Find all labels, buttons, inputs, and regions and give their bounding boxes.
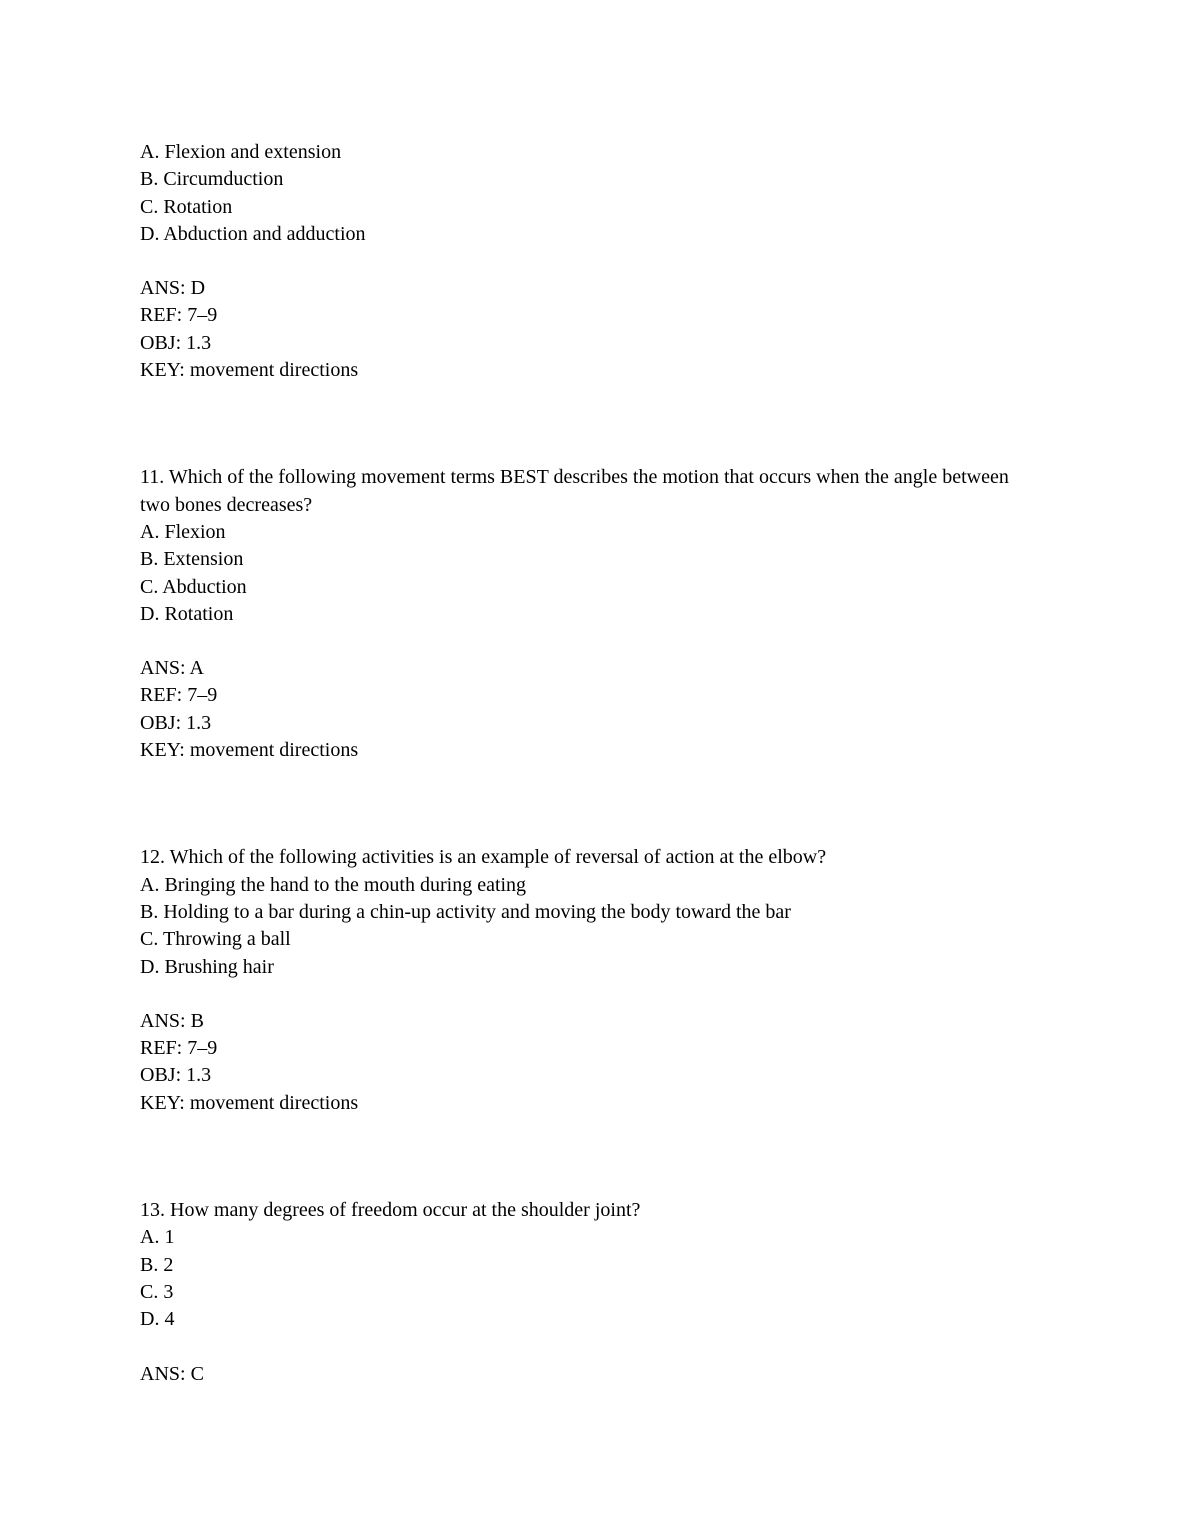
answer-line: ANS: D xyxy=(140,277,206,300)
question-stem: 12. Which of the following activities is an example of reversal of action at the elbow? xyxy=(140,846,827,869)
answer-line: ANS: B xyxy=(140,1009,204,1032)
objective-line: OBJ: 1.3 xyxy=(140,331,212,354)
question-stem: 13. How many degrees of freedom occur at the shoulder joint? xyxy=(140,1199,641,1222)
answer-option: C. Throwing a ball xyxy=(140,928,291,951)
answer-option: B. Extension xyxy=(140,548,244,571)
key-line: KEY: movement directions xyxy=(140,359,359,382)
answer-line: ANS: A xyxy=(140,657,204,680)
answer-line: ANS: C xyxy=(140,1362,204,1385)
answer-option: A. Flexion and extension xyxy=(140,141,342,163)
objective-line: OBJ: 1.3 xyxy=(140,1064,212,1087)
reference-line: REF: 7–9 xyxy=(140,684,218,707)
question-fragment-answer-block xyxy=(140,275,1020,384)
answer-option: B. Circumduction xyxy=(140,168,284,191)
question-12-answer-block xyxy=(140,1008,1020,1117)
answer-option: D. 4 xyxy=(140,1308,175,1331)
answer-option: B. Holding to a bar during a chin-up activity and moving the body toward the bar xyxy=(140,900,791,923)
document-text xyxy=(140,139,1020,1388)
answer-option: A. Flexion xyxy=(140,520,226,543)
objective-line: OBJ: 1.3 xyxy=(140,711,212,734)
answer-option: A. Bringing the hand to the mouth during eating xyxy=(140,873,527,896)
reference-line: REF: 7–9 xyxy=(140,1037,218,1060)
reference-line: REF: 7–9 xyxy=(140,304,218,327)
question-fragment-options xyxy=(140,139,1020,248)
answer-option: D. Abduction and adduction xyxy=(140,222,366,245)
question-13-answer-block xyxy=(140,1361,1020,1388)
answer-option: C. 3 xyxy=(140,1280,174,1303)
answer-option: D. Rotation xyxy=(140,602,234,625)
question-13 xyxy=(140,1197,1020,1333)
answer-option: B. 2 xyxy=(140,1253,174,1276)
answer-option: C. Rotation xyxy=(140,195,233,218)
question-11 xyxy=(140,464,1020,628)
question-12 xyxy=(140,844,1020,980)
question-stem: 11. Which of the following movement terms BEST describes the motion that occurs when the angle between two bones decreases? xyxy=(140,466,1014,516)
answer-option: A. 1 xyxy=(140,1226,175,1249)
key-line: KEY: movement directions xyxy=(140,1091,359,1114)
question-11-answer-block xyxy=(140,655,1020,764)
answer-option: D. Brushing hair xyxy=(140,955,274,978)
answer-option: C. Abduction xyxy=(140,575,247,598)
key-line: KEY: movement directions xyxy=(140,739,359,762)
